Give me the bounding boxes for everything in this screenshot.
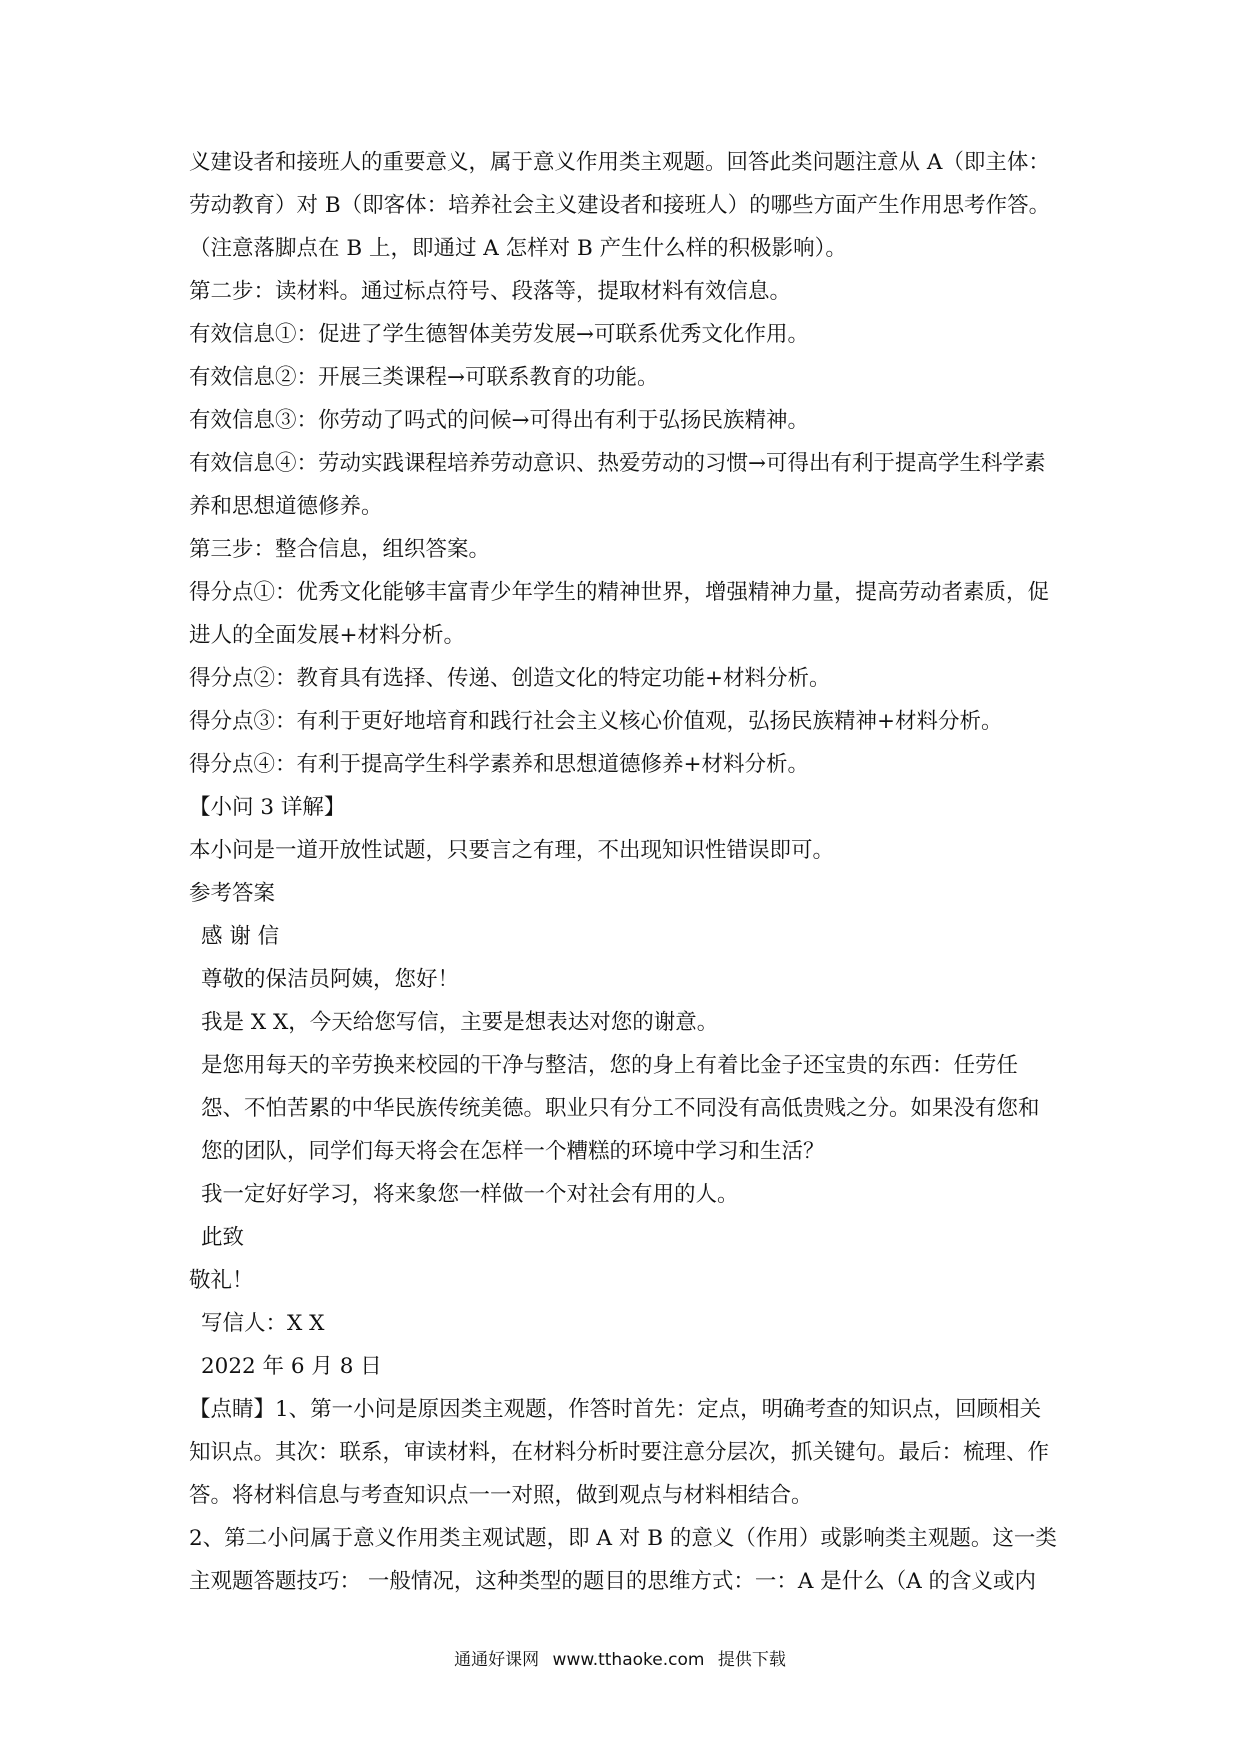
- footer-suffix: 提供下载: [717, 1650, 786, 1670]
- letter-title: 感 谢 信: [201, 924, 280, 949]
- letter-date: 2022 年 6 月 8 日: [201, 1354, 382, 1379]
- paragraph-score-4: 得分点④：有利于提高学生科学素养和思想道德修养+材料分析。: [189, 752, 810, 777]
- paragraph-info-3: 有效信息③：你劳动了吗式的问候→可得出有利于弘扬民族精神。: [189, 408, 810, 433]
- paragraph-key-point-1: 【点睛】1、第一小问是原因类主观题，作答时首先：定点，明确考查的知识点，回顾相关知识点。其次：联系，审读材料，在材料分析时要注意分层次，抓关键句。最后：梳理、作答。将材料信息与考查知识点一一对照，做到观点与材料相结合。: [189, 1397, 1050, 1508]
- letter-regards: 敬礼！: [189, 1268, 254, 1293]
- paragraph-answer-analysis: 义建设者和接班人的重要意义，属于意义作用类主观题。回答此类问题注意从 A（即主体：劳动教育）对 B（即客体：培养社会主义建设者和接班人）的哪些方面产生作用思考作答。（注意落脚点在 B 上，即通过 A 怎样对 B 产生什么样的积极影响）。: [189, 150, 1051, 261]
- page-footer: [0, 1648, 1240, 1672]
- paragraph-info-4: 有效信息④：劳动实践课程培养劳动意识、热爱劳动的习惯→可得出有利于提高学生科学素养和思想道德修养。: [189, 451, 1046, 519]
- footer-url: www.tthaoke.com: [552, 1650, 705, 1670]
- paragraph-score-1: 得分点①：优秀文化能够丰富青少年学生的精神世界，增强精神力量，提高劳动者素质，促进人的全面发展+材料分析。: [189, 580, 1050, 648]
- paragraph-step-three: 第三步：整合信息，组织答案。: [189, 537, 491, 562]
- paragraph-key-point-2: 2、第二小问属于意义作用类主观试题，即 A 对 B 的意义（作用）或影响类主观题。这一类主观题答题技巧： 一般情况，这种类型的题目的思维方式：一：A 是什么（A 的含义或内: [189, 1526, 1057, 1594]
- paragraph-score-3: 得分点③：有利于更好地培育和践行社会主义核心价值观，弘扬民族精神+材料分析。: [189, 709, 1003, 734]
- letter-body: 是您用每天的辛劳换来校园的干净与整洁，您的身上有着比金子还宝贵的东西：任劳任怨、不怕苦累的中华民族传统美德。职业只有分工不同没有高低贵贱之分。如果没有您和您的团队，同学们每天将会在怎样一个糟糕的环境中学习和生活？: [201, 1053, 1040, 1164]
- footer-site-name: 通通好课网: [454, 1650, 540, 1670]
- document-body: [189, 141, 1059, 1603]
- letter-greeting: 尊敬的保洁员阿姨，您好！: [201, 967, 460, 992]
- paragraph-info-2: 有效信息②：开展三类课程→可联系教育的功能。: [189, 365, 659, 390]
- letter-closing: 我一定好好学习，将来象您一样做一个对社会有用的人。: [201, 1182, 739, 1207]
- paragraph-info-1: 有效信息①：促进了学生德智体美劳发展→可联系优秀文化作用。: [189, 322, 810, 347]
- paragraph-q3-intro: 本小问是一道开放性试题，只要言之有理，不出现知识性错误即可。: [189, 838, 835, 863]
- letter-signature: 写信人：X X: [201, 1311, 325, 1336]
- paragraph-score-2: 得分点②：教育具有选择、传递、创造文化的特定功能+材料分析。: [189, 666, 831, 691]
- letter-salutation: 此致: [201, 1225, 245, 1250]
- paragraph-reference-answer: 参考答案: [189, 881, 276, 906]
- paragraph-step-two: 第二步：读材料。通过标点符号、段落等，提取材料有效信息。: [189, 279, 792, 304]
- letter-opening: 我是 X X，今天给您写信，主要是想表达对您的谢意。: [201, 1010, 719, 1035]
- section-heading-q3: 【小问 3 详解】: [189, 795, 346, 820]
